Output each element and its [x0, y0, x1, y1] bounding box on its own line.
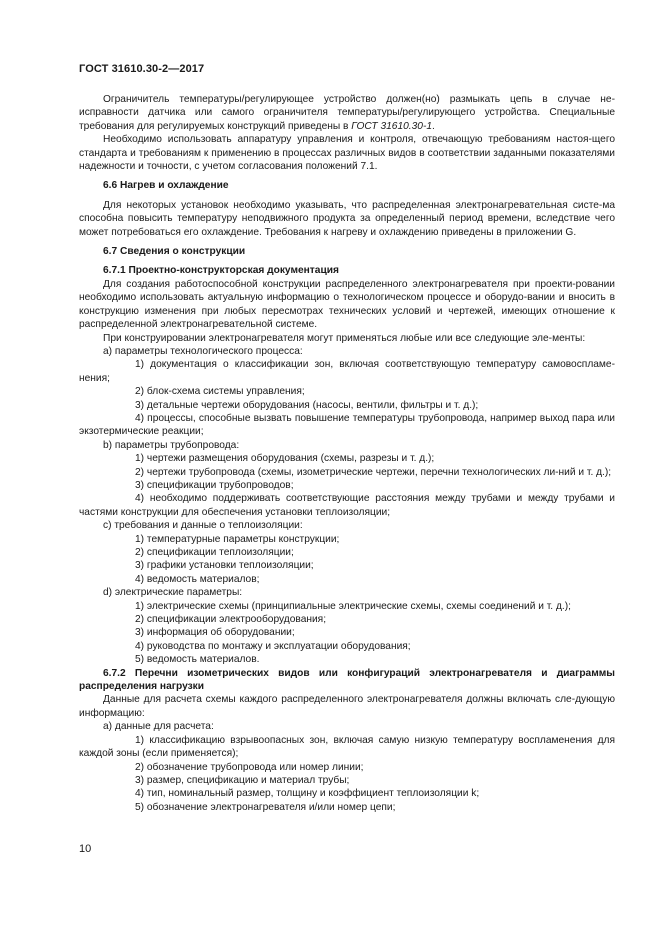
list-item: 3) информация об оборудовании; [135, 627, 295, 639]
paragraph: Данные для расчета схемы каждого распределенного электронагревателя должны включать сле-дующую информацию: [79, 694, 615, 719]
list-item: 2) обозначение трубопровода или номер линии; [135, 761, 364, 773]
list-item: 4) процессы, способные вызвать повышение температуры трубопровода, например выход пара или экзотермические реакции; [79, 412, 615, 438]
list-item: 1) классификацию взрывоопасных зон, включая самую низкую температуру воспламенения для каждой зоны (если применяется); [79, 734, 615, 760]
list-item: 3) спецификации трубопроводов; [135, 479, 294, 491]
list-item: 1) чертежи размещения оборудования (схемы, разрезы и т. д.); [135, 453, 435, 465]
section-heading-6-7-2: 6.7.2 Перечни изометрических видов или конфигураций электронагревателя и диаграммы распределения нагрузки [79, 667, 615, 693]
list-item: а) параметры технологического процесса: [103, 345, 303, 357]
list-item: 2) спецификации электрооборудования; [135, 614, 327, 626]
paragraph: При конструировании электронагревателя могут применяться любые или все следующие эле-менты: [103, 332, 586, 344]
list-item: 2) чертежи трубопровода (схемы, изометрические чертежи, перечни технологических ли-ний и т. д.); [135, 466, 612, 478]
page-number: 10 [79, 843, 92, 855]
paragraph: Для создания работоспособной конструкции распределенного электронагревателя при проекти-ровании необходимо использовать актуальную информацию о технологическом процессе и оборудо-вании и вносить в конструкцию изменения при любых пересмотрах технических условий и чертежей, имеющих отношение к распределенной электронагревательной системе. [79, 278, 615, 331]
list-item: 1) температурные параметры конструкции; [135, 533, 340, 545]
list-item: 4) ведомость материалов; [135, 573, 260, 585]
list-item: с) требования и данные о теплоизоляции: [103, 520, 303, 532]
section-heading-6-7-1: 6.7.1 Проектно-конструкторская документация [103, 265, 339, 277]
document-header: ГОСТ 31610.30-2—2017 [79, 63, 205, 75]
paragraph: Ограничитель температуры/регулирующее устройство должен(но) размыкать цепь в случае не-исправности датчика или самого ограничителя температуры/регулирующего устройства. Специальные требования для регулируемых конструкций приведены в ГОСТ 31610.30-1. [79, 94, 615, 132]
section-heading-6-6: 6.6 Нагрев и охлаждение [103, 180, 229, 192]
standard-citation: ГОСТ 31610.30-1 [351, 120, 433, 132]
list-item: 3) графики установки теплоизоляции; [135, 560, 314, 572]
list-item: 5) ведомость материалов. [135, 654, 260, 666]
list-item: 5) обозначение электронагревателя и/или номер цепи; [135, 801, 396, 813]
list-item: 4) тип, номинальный размер, толщину и коэффициент теплоизоляции k; [135, 788, 480, 800]
list-item: d) электрические параметры: [103, 587, 243, 599]
paragraph: Необходимо использовать аппаратуру управления и контроля, отвечающую требованиям настоя-щего стандарта и требованиям к применению в процессах различных видов в соответствии заданными показателями надежности и точности, с учетом согласования положений 7.1. [79, 134, 615, 173]
list-item: 1) электрические схемы (принципиальные электрические схемы, схемы соединений и т. д.); [135, 600, 571, 612]
list-item: 2) блок-схема системы управления; [135, 386, 305, 398]
list-item: 3) детальные чертежи оборудования (насосы, вентили, фильтры и т. д.); [135, 399, 479, 411]
section-heading-6-7: 6.7 Сведения о конструкции [103, 246, 246, 258]
list-item: а) данные для расчета: [103, 721, 214, 733]
paragraph: Для некоторых установок необходимо указывать, что распределенная электронагревательная систе-ма способна повысить температуру неподвижного продукта за определенный период времени, вследствие чего может потребоваться его охлаждение. Требования к нагреву и охлаждению приведены в приложении G. [79, 199, 615, 238]
list-item: 4) руководства по монтажу и эксплуатации оборудования; [135, 640, 411, 652]
list-item: 4) необходимо поддерживать соответствующие расстояния между трубами и между трубами и частями конструкции для обеспечения установки теплоизоляции; [79, 493, 615, 518]
list-item: 1) документация о классификации зон, включая соответствующую температуру самовоспламе-нения; [79, 359, 615, 384]
list-item: 2) спецификации теплоизоляции; [135, 547, 294, 558]
list-item: b) параметры трубопровода: [103, 439, 240, 451]
list-item: 3) размер, спецификацию и материал трубы; [135, 774, 350, 786]
document-body [79, 93, 615, 814]
